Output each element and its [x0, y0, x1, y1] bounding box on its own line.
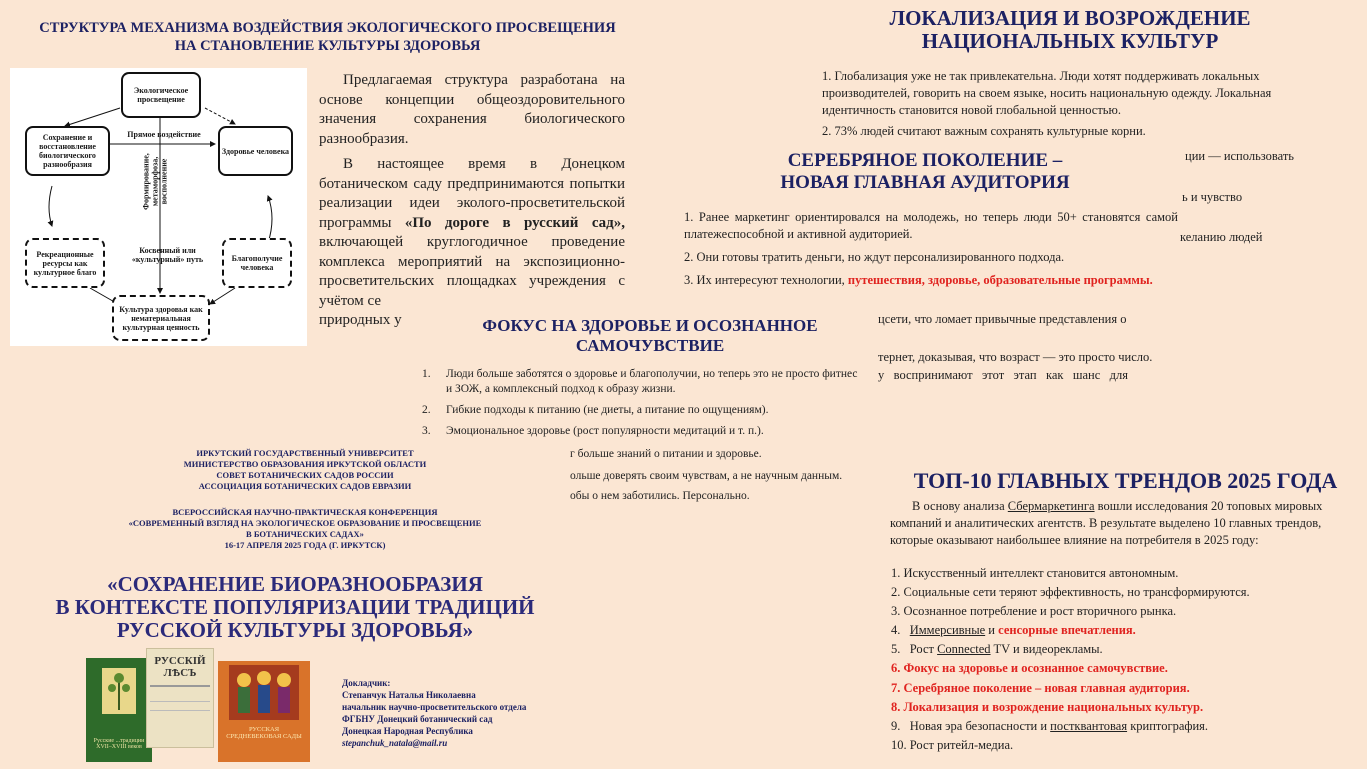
- conference-line1: ВСЕРОССИЙСКАЯ НАУЧНО-ПРАКТИЧЕСКАЯ КОНФЕРЕНЦИЯ: [172, 507, 438, 517]
- organizer-2: МИНИСТЕРСТВО ОБРАЗОВАНИЯ ИРКУТСКОЙ ОБЛАСТИ: [183, 459, 427, 469]
- diagram-box-culture: Культура здоровья как нематериальная культурная ценность: [112, 295, 210, 341]
- speaker-email[interactable]: stepanchuk_natala@mail.ru: [342, 738, 448, 748]
- focus-list: [422, 367, 862, 439]
- diagram-box-conserve: Сохранение и восстановление биологического разнообразия: [25, 126, 110, 176]
- trend-2: 2. Социальные сети теряют эффективность, но трансформируются.: [891, 585, 1250, 600]
- diagram-label-vertical: Формирование, метаморфоза, восполнение: [141, 153, 169, 210]
- trend-4-and: и: [985, 623, 999, 638]
- trend-9-start: 9. Новая эра безопасности и: [891, 718, 1051, 733]
- focus-text-2: Гибкие подходы к питанию (не диеты, а питание по ощущениям).: [446, 404, 769, 416]
- silver-item-3: [684, 272, 1178, 289]
- trend-5: [891, 640, 1351, 659]
- book-covers: [86, 648, 316, 763]
- speaker-position: начальник научно-просветительского отдела: [342, 702, 527, 712]
- book3-title: РУССКАЯ СРЕДНЕВЕКОВАЯ САДЫ: [226, 726, 302, 740]
- speaker-org: ФГБНУ Донецкий ботанический сад: [342, 714, 493, 724]
- focus-num-2: 2.: [422, 404, 431, 416]
- program-paragraph-start: В настоящее время в Донецком ботаническом саду предпринимаются попытки реализации идеи эколого-просветительской программы: [319, 156, 625, 231]
- focus-num-1: 1.: [422, 368, 431, 380]
- diagram-label-indirect: Косвенный или «культурный» путь: [131, 246, 204, 264]
- conference-info: [60, 507, 550, 551]
- organizer-4: АССОЦИАЦИЯ БОТАНИЧЕСКИХ САДОВ ЕВРАЗИИ: [198, 481, 412, 491]
- trend-3: 3. Осознанное потребление и рост вторичного рынка.: [891, 604, 1177, 619]
- focus-frag3: обы о нем заботились. Персонально.: [570, 490, 750, 502]
- structure-diagram: [10, 68, 307, 346]
- focus-frag2: ольше доверять своим чувствам, а не научным данным.: [570, 470, 843, 482]
- cut-text: природных у: [319, 312, 402, 328]
- diagram-box-recreation: Рекреационные ресурсы как культурное благо: [25, 238, 105, 288]
- trend-10: 10. Рост ритейл-медиа.: [891, 737, 1014, 752]
- focus-title-line1: ФОКУС НА ЗДОРОВЬЕ И ОСОЗНАННОЕ: [482, 316, 818, 335]
- book-cover-1: [86, 658, 152, 762]
- localization-p1: 1. Глобализация уже не так привлекательна. Люди хотят поддерживать локальных производителей, говорить на своем языке, носить национальную одежду. Локальная идентичность становится новой глобальной ценностью.: [822, 69, 1272, 117]
- top10-intro: [890, 498, 1352, 549]
- trend-5-word: Connected: [937, 642, 991, 657]
- trend-1: 1. Искусственный интеллект становится автономным.: [891, 566, 1179, 580]
- top10-title: ТОП-10 ГЛАВНЫХ ТРЕНДОВ 2025 ГОДА: [913, 468, 1338, 493]
- book2-rule: [150, 685, 210, 687]
- focus-title: [430, 316, 870, 356]
- silver-item-2: 2. Они готовы тратить деньги, но ждут персонализированного подхода.: [684, 250, 1065, 264]
- book1-title: Русские ...традиции XVII–XVIII веков: [93, 738, 145, 750]
- diagram-label-direct: Прямое воздействие: [127, 130, 201, 139]
- book2-title: РУССКІЙ ЛѢСЪ: [154, 655, 206, 679]
- trend-9-word: постквантовая: [1050, 718, 1128, 733]
- focus-text-1: Люди больше заботятся о здоровье и благополучии, но теперь это не просто фитнес и ЗОЖ, а комплексный подход к образу жизни.: [446, 368, 858, 395]
- localization-title: [840, 7, 1300, 53]
- trend-5-end: TV и видеорекламы.: [990, 642, 1103, 657]
- left-title-line2: НА СТАНОВЛЕНИЕ КУЛЬТУРЫ ЗДОРОВЬЯ: [174, 38, 481, 54]
- localization-frag1: ции — использовать: [1185, 149, 1295, 163]
- organizer-1: ИРКУТСКИЙ ГОСУДАРСТВЕННЫЙ УНИВЕРСИТЕТ: [196, 448, 414, 458]
- organizer-3: СОВЕТ БОТАНИЧЕСКИХ САДОВ РОССИИ: [216, 470, 394, 480]
- left-text-block: [319, 71, 625, 331]
- trend-9: [891, 717, 1351, 736]
- organizers: [140, 448, 470, 492]
- focus-title-line2: САМОЧУВСТВИЕ: [575, 336, 725, 355]
- main-title: [30, 573, 560, 642]
- trend-7: 7. Серебряное поколение – новая главная аудитория.: [891, 680, 1190, 695]
- sbermarketing-link[interactable]: Сбермаркетинга: [1007, 499, 1095, 513]
- trend-9-end: криптография.: [1127, 718, 1209, 733]
- silver-frag3: у воспринимают этот этап как шанс для: [878, 368, 1128, 382]
- silver-item-3-highlight: путешествия, здоровье, образовательные программы.: [847, 273, 1153, 287]
- book2-rule-2: [150, 701, 210, 702]
- localization-text: [822, 68, 1322, 140]
- trend-8: 8. Локализация и возрождение национальных культур.: [891, 699, 1204, 714]
- speaker-region: Донецкая Народная Республика: [342, 726, 473, 736]
- trend-4-num: 4.: [891, 623, 910, 638]
- focus-item-3: [422, 424, 862, 439]
- left-panel-title: [20, 19, 635, 55]
- diagram-box-eco: Экологическое просвещение: [121, 72, 201, 118]
- focus-num-3: 3.: [422, 425, 431, 437]
- silver-title-line1: СЕРЕБРЯНОЕ ПОКОЛЕНИЕ –: [787, 150, 1063, 171]
- left-title-line1: СТРУКТУРА МЕХАНИЗМА ВОЗДЕЙСТВИЯ ЭКОЛОГИЧЕСКОГО ПРОСВЕЩЕНИЯ: [39, 20, 616, 36]
- diagram-box-health: Здоровье человека: [218, 126, 293, 176]
- localization-frag2: ь и чувство: [1182, 190, 1243, 204]
- speaker-label: Докладчик:: [342, 678, 391, 688]
- speaker-info: [342, 677, 592, 749]
- program-paragraph: [319, 155, 625, 311]
- program-paragraph-end: включающей круглогодичное проведение комплекса мероприятий на экспозиционно-просветительских площадках учреждения с учётом се: [319, 234, 625, 309]
- silver-frag1: цсети, что ломает привычные представления о: [878, 312, 1127, 326]
- focus-frag1: г больше знаний о питании и здоровье.: [570, 448, 762, 460]
- localization-title-line2: НАЦИОНАЛЬНЫХ КУЛЬТУР: [921, 29, 1219, 53]
- book2-rule-3: [150, 710, 210, 711]
- focus-text-3: Эмоциональное здоровье (рост популярности медитаций и т. п.).: [446, 425, 764, 437]
- conference-line3: В БОТАНИЧЕСКИХ САДАХ»: [246, 529, 364, 539]
- localization-frag3: келанию людей: [1180, 230, 1263, 244]
- trend-4-word: Иммерсивные: [909, 623, 986, 638]
- conference-line2: «СОВРЕМЕННЫЙ ВЗГЛЯД НА ЭКОЛОГИЧЕСКОЕ ОБРАЗОВАНИЕ И ПРОСВЕЩЕНИЕ: [128, 518, 482, 528]
- trend-5-start: 5. Рост: [891, 642, 938, 657]
- main-title-line2: В КОНТЕКСТЕ ПОПУЛЯРИЗАЦИИ ТРАДИЦИЙ: [55, 595, 535, 619]
- localization-title-line1: ЛОКАЛИЗАЦИЯ И ВОЗРОЖДЕНИЕ: [889, 6, 1251, 30]
- silver-list: [684, 209, 1178, 289]
- top10-intro-end: вошли исследования 20 топовых мировых компаний и аналитических агентств. В результате выделено 10 главных трендов, которые оказывают наибольшее влияние на потребителя в 2025 году:: [890, 499, 1323, 547]
- trend-4: [891, 621, 1351, 640]
- trend-6: 6. Фокус на здоровье и осознанное самочувствие.: [891, 661, 1168, 676]
- tree-icon: [99, 666, 139, 716]
- focus-item-2: [422, 403, 862, 418]
- main-title-line1: «СОХРАНЕНИЕ БИОРАЗНООБРАЗИЯ: [107, 572, 483, 596]
- program-name: «По дороге в русский сад»,: [404, 214, 625, 231]
- conference-dates: 16-17 АПРЕЛЯ 2025 ГОДА (Г. ИРКУТСК): [224, 540, 386, 550]
- silver-title-line2: НОВАЯ ГЛАВНАЯ АУДИТОРИЯ: [780, 172, 1070, 193]
- silver-title: [700, 150, 1150, 194]
- diagram-box-wellbeing: Благополучие человека: [222, 238, 292, 288]
- focus-item-1: [422, 367, 862, 397]
- book-cover-3: [218, 661, 310, 762]
- silver-item-3-start: 3. Их интересуют технологии,: [684, 273, 848, 287]
- silver-item-1: 1. Ранее маркетинг ориентировался на молодежь, но теперь люди 50+ становятся самой платежеспособной и активной аудиторией.: [684, 210, 1178, 241]
- icon-figures-icon: [229, 665, 299, 720]
- top10-list: [891, 564, 1351, 755]
- speaker-name: Степанчук Наталья Николаевна: [342, 690, 476, 700]
- trend-4-highlight: сенсорные впечатления.: [998, 623, 1136, 638]
- main-title-line3: РУССКОЙ КУЛЬТУРЫ ЗДОРОВЬЯ»: [116, 618, 474, 642]
- localization-p2: 2. 73% людей считают важным сохранять культурные корни.: [822, 124, 1146, 138]
- silver-frag2: тернет, доказывая, что возраст — это просто число.: [878, 350, 1153, 364]
- top10-intro-start: В основу анализа: [912, 499, 1008, 513]
- intro-paragraph: Предлагаемая структура разработана на основе концепции общеоздоровительного значения сохранения биологического разнообразия.: [319, 72, 625, 147]
- book-cover-2: [146, 648, 214, 748]
